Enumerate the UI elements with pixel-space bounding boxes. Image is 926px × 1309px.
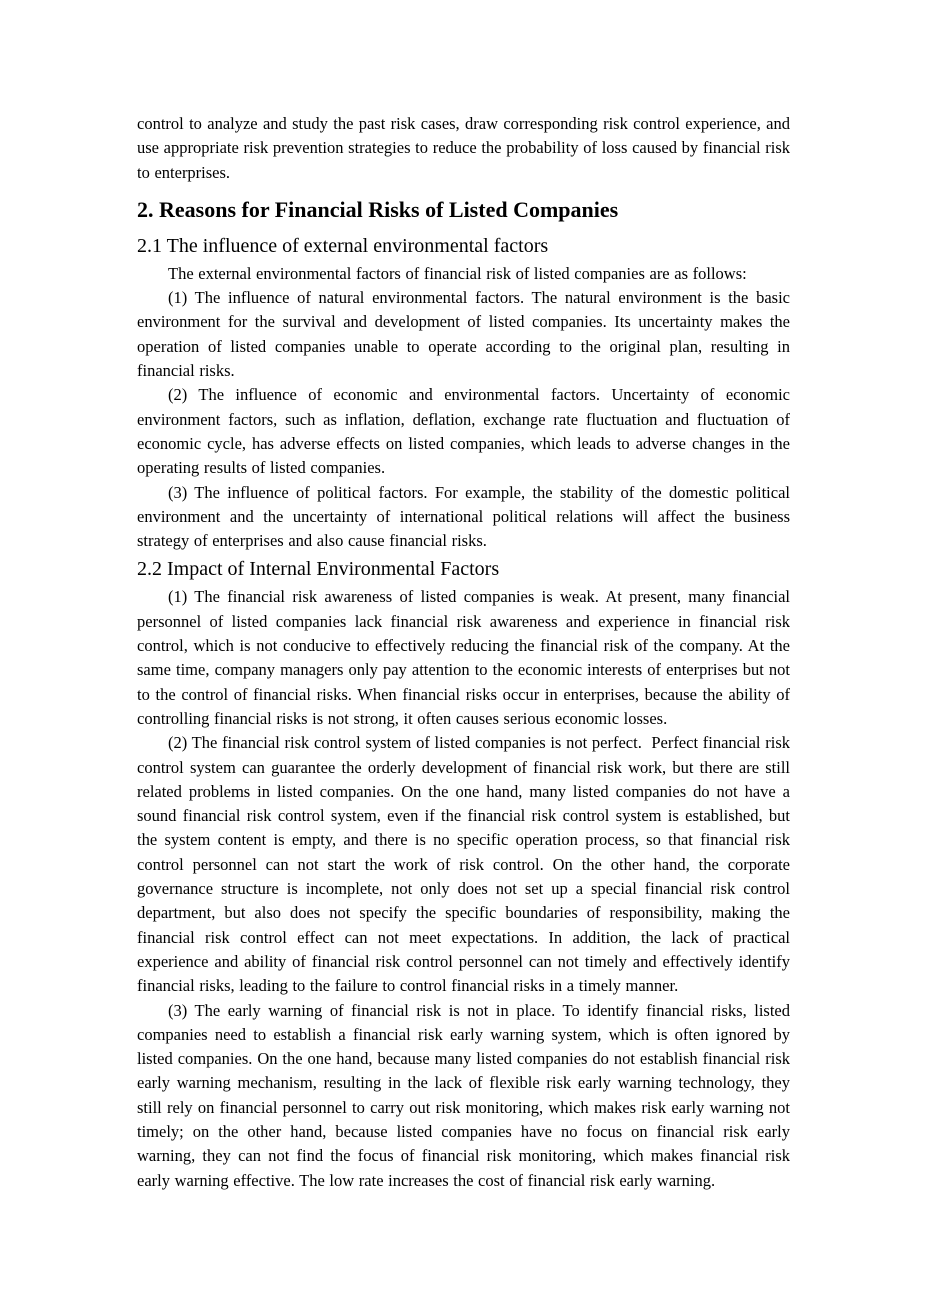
subsection-heading-internal-factors: 2.2 Impact of Internal Environmental Factors — [137, 558, 500, 581]
paragraph-economic-factors: (2) The influence of economic and environmental factors. Uncertainty of economic environment factors, such as inflation, deflation, exchange rate fluctuation and fluctuation of economic cycle, has adverse effects on listed companies, which leads to adverse changes in the operating results of listed companies. — [137, 385, 790, 478]
paragraph-control-system: (2) The financial risk control system of listed companies is not perfect. Perfect financial risk control system can guarantee the orderly development of financial risk work, but there are still related problems in listed companies. On the one hand, many listed companies do not have a sound financial risk control system, even if the financial risk control system is established, but the system content is empty, and there is no specific operation process, so that financial risk control personnel can not start the work of risk control. On the other hand, the corporate governance structure is incomplete, not only does not set up a special financial risk control department, but also does not specify the specific boundaries of responsibility, making the financial risk control effect can not meet expectations. In addition, the lack of practical experience and ability of financial risk control personnel can not timely and effectively identify financial risks, leading to the failure to control financial risks in a timely manner. — [137, 733, 790, 996]
continuation-paragraph: control to analyze and study the past risk cases, draw corresponding risk control experience, and use appropriate risk prevention strategies to reduce the probability of loss caused by financial risk to enterprises. — [137, 114, 790, 182]
subsection-heading-external-factors: 2.1 The influence of external environmental factors — [137, 234, 549, 257]
paragraph-early-warning: (3) The early warning of financial risk is not in place. To identify financial risks, listed companies need to establish a financial risk early warning system, which is often ignored by listed companies. On the one hand, because many listed companies do not establish financial risk early warning mechanism, resulting in the lack of flexible risk early warning technology, they still rely on financial personnel to carry out risk monitoring, which makes risk early warning not timely; on the other hand, because listed companies have no focus on financial risk early warning, they can not find the focus of financial risk monitoring, which makes financial risk early warning effective. The low rate increases the cost of financial risk early warning. — [137, 1000, 790, 1190]
page-content — [137, 112, 790, 1193]
paragraph-natural-factors: (1) The influence of natural environmental factors. The natural environment is the basic environment for the survival and development of listed companies. Its uncertainty makes the operation of listed companies unable to operate according to the original plan, resulting in financial risks. — [137, 288, 790, 381]
paragraph-risk-awareness: (1) The financial risk awareness of listed companies is weak. At present, many financial personnel of listed companies lack financial risk awareness and experience in financial risk control, which is not conducive to effectively reducing the financial risk of the company. At the same time, company managers only pay attention to the economic interests of enterprises but not to the control of financial risks. When financial risks occur in enterprises, because the ability of controlling financial risks is not strong, it often causes serious economic losses. — [137, 587, 790, 728]
paragraph-external-intro: The external environmental factors of financial risk of listed companies are as follows: — [168, 263, 747, 283]
section-heading-reasons: 2. Reasons for Financial Risks of Listed Companies — [137, 196, 619, 222]
paragraph-political-factors: (3) The influence of political factors. For example, the stability of the domestic political environment and the uncertainty of international political relations will affect the business strategy of enterprises and also cause financial risks. — [137, 482, 790, 551]
